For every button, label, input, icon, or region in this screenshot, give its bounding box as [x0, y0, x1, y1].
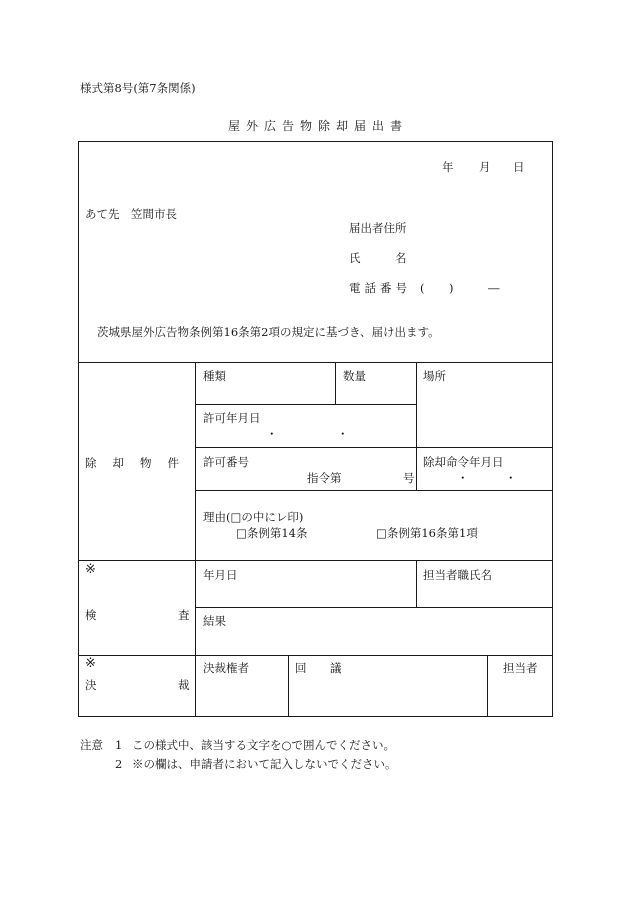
inspection-officer-label: 担当者職氏名: [423, 568, 492, 582]
permit-date-dot-1: ・: [266, 427, 278, 441]
approval-label-first: 決: [85, 678, 97, 692]
notes-heading: 注意: [80, 738, 103, 752]
directive-suffix: 号: [403, 471, 415, 485]
permit-number-label: 許可番号: [203, 455, 249, 469]
form-number: 様式第8号(第7条関係): [80, 81, 196, 95]
circulation-label-second: 議: [330, 661, 342, 675]
date-month-label: 月: [479, 160, 491, 174]
reason-label: 理由(□の中にレ印): [203, 510, 304, 524]
approval-label-second: 裁: [178, 678, 190, 692]
approval-staff-label: 担当者: [503, 661, 538, 675]
date-day-label: 日: [513, 160, 525, 174]
removal-order-date-label: 除却命令年月日: [423, 455, 504, 469]
approval-mark: ※: [85, 656, 96, 671]
inspection-result-label: 結果: [203, 614, 226, 628]
quantity-label: 数量: [343, 369, 366, 383]
removal-order-dot-2: ・: [505, 471, 517, 485]
note-2-number: 2: [115, 757, 123, 771]
removal-order-dot-1: ・: [457, 471, 469, 485]
inspection-date-label: 年月日: [203, 568, 238, 582]
permit-date-dot-2: ・: [337, 427, 349, 441]
applicant-address-label: 届出者住所: [349, 221, 407, 235]
permit-date-label: 許可年月日: [203, 411, 261, 425]
removal-section-label: 除却物件: [85, 456, 195, 470]
location-label: 場所: [423, 369, 446, 383]
page-title: 屋外広告物除却届出書: [228, 119, 409, 133]
phone-paren-open: (: [420, 281, 425, 295]
date-year-label: 年: [442, 160, 454, 174]
approval-authority-label: 決裁権者: [203, 661, 249, 675]
inspection-label-second: 査: [178, 608, 190, 622]
kind-label: 種類: [203, 369, 226, 383]
phone-label: 電話番号: [349, 281, 411, 295]
note-1-text: この様式中、該当する文字を○で囲んでください。: [132, 738, 396, 752]
inspection-label-first: 検: [85, 608, 97, 622]
name-label-second: 名: [395, 251, 407, 265]
note-1-number: 1: [115, 738, 123, 752]
phone-dash: ―: [488, 281, 500, 295]
reason-option-article-14[interactable]: □条例第14条: [236, 526, 308, 540]
directive-prefix: 指令第: [307, 471, 342, 485]
name-label-first: 氏: [349, 251, 361, 265]
addressee: あて先 笠間市長: [85, 207, 177, 221]
note-2-text: ※の欄は、申請者において記入しないでください。: [132, 757, 397, 771]
circulation-label-first: 回: [295, 661, 307, 675]
phone-paren-close: ): [449, 281, 454, 295]
declaration-text: 茨城県屋外広告物条例第16条第2項の規定に基づき、届け出ます。: [97, 325, 440, 339]
inspection-mark: ※: [85, 562, 96, 577]
reason-option-article-16[interactable]: □条例第16条第1項: [376, 526, 478, 540]
